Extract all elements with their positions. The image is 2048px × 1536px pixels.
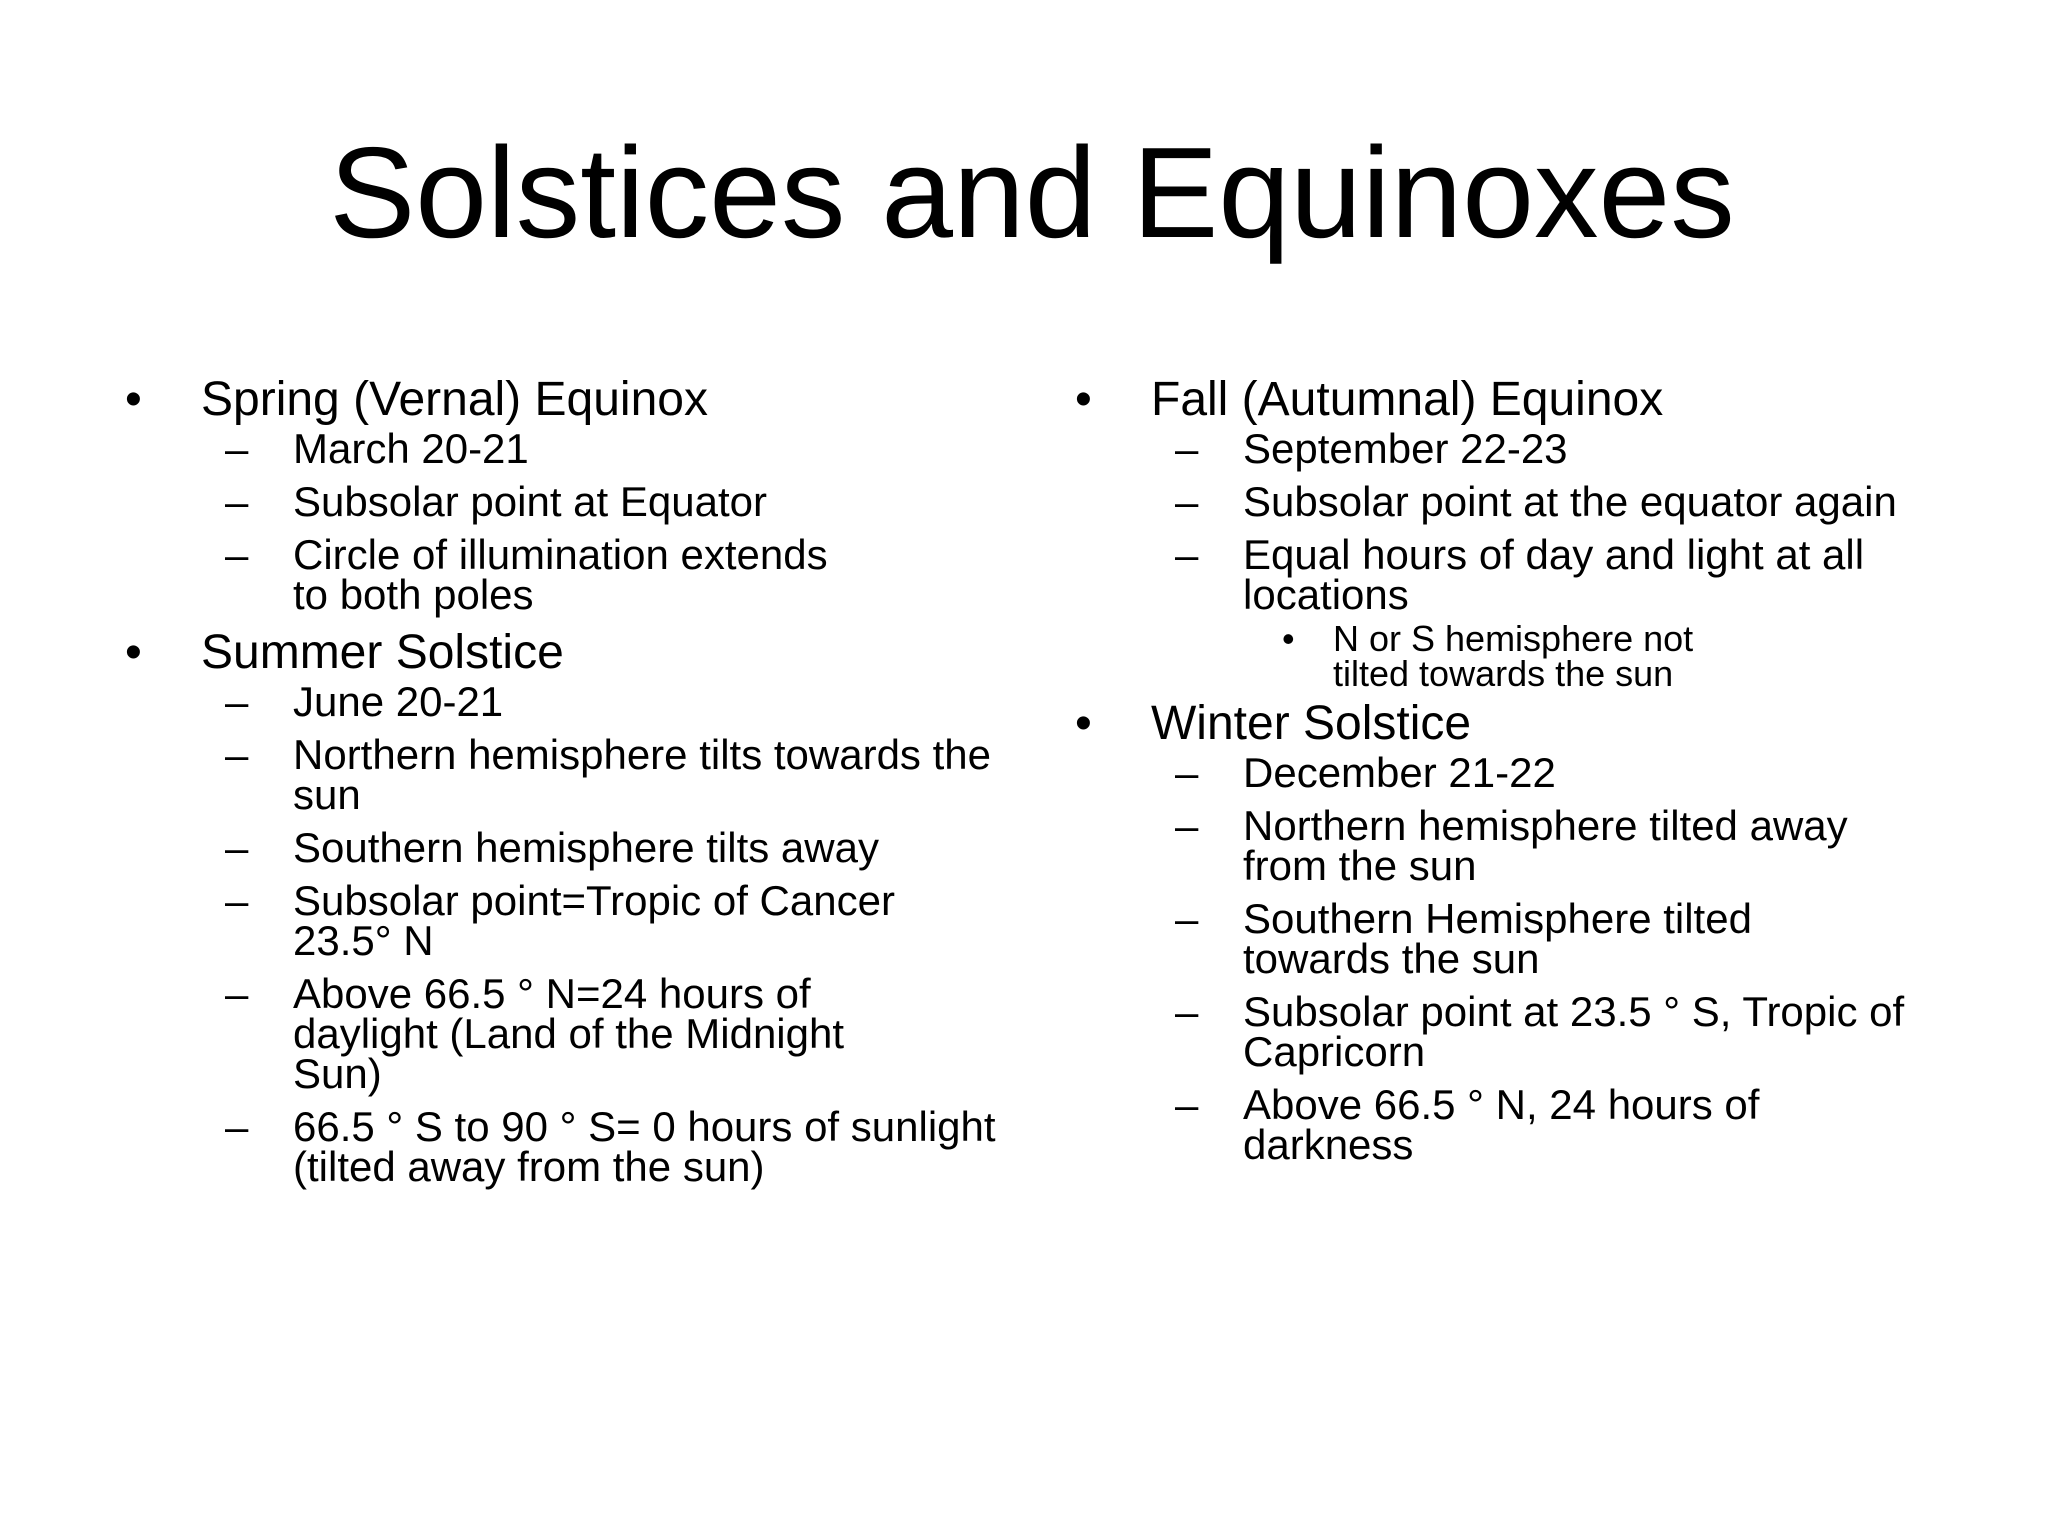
bullet-item: [1060, 375, 1960, 425]
bullet-icon: •: [1075, 373, 1092, 426]
sub-item-text: Equal hours of day and light at all locations: [1243, 531, 1865, 618]
sub-item-text: Subsolar point at 23.5 ° S, Tropic of Capricorn: [1243, 988, 1905, 1075]
sub-item: [110, 824, 1010, 871]
dash-icon: –: [225, 877, 249, 924]
section-heading: Winter Solstice: [1151, 697, 1472, 750]
dash-icon: –: [1175, 988, 1199, 1035]
section-spring-equinox: [110, 373, 1010, 618]
dash-icon: –: [1175, 895, 1199, 942]
dash-icon: –: [1175, 425, 1199, 472]
sub-item: [110, 877, 993, 964]
sub-item-text: Southern Hemisphere tilted towards the sun: [1243, 895, 1752, 982]
sub-item: [110, 425, 1010, 472]
bullet-item: [1060, 699, 1960, 749]
sub-item-text: September 22-23: [1243, 425, 1568, 472]
sub-item: [110, 1103, 1013, 1190]
sub-item-text: Subsolar point at the equator again: [1243, 478, 1897, 525]
sub-item: [110, 970, 933, 1097]
dash-icon: –: [1175, 531, 1199, 578]
sub-item-text: December 21-22: [1243, 749, 1556, 796]
sub-item-text: Above 66.5 ° N, 24 hours of darkness: [1243, 1081, 1760, 1168]
dash-icon: –: [1175, 749, 1199, 796]
dash-icon: –: [225, 425, 249, 472]
sub-item: [1060, 988, 1963, 1075]
sub-item: [110, 531, 873, 618]
dash-icon: –: [225, 1103, 249, 1150]
sub-item-text: June 20-21: [293, 678, 504, 725]
section-heading: Fall (Autumnal) Equinox: [1151, 373, 1664, 426]
sub-item-text: Northern hemisphere tilted away from the sun: [1243, 802, 1848, 889]
dash-icon: –: [1175, 802, 1199, 849]
sub-item: [1060, 1081, 1863, 1168]
dash-icon: –: [1175, 1081, 1199, 1128]
sub-item: [110, 678, 1010, 725]
section-fall-equinox: [1060, 373, 1960, 694]
sub-item: [110, 731, 1013, 818]
sub-item: [1060, 749, 1960, 796]
dash-icon: –: [225, 531, 249, 578]
dash-icon: –: [225, 731, 249, 778]
dash-icon: –: [225, 970, 249, 1017]
sub-item: [1060, 531, 1963, 618]
bullet-icon: •: [1075, 697, 1092, 750]
sub-item: [1060, 802, 1943, 889]
sub-item-text: Northern hemisphere tilts towards the sun: [293, 731, 991, 818]
section-winter-solstice: [1060, 697, 1960, 1168]
sub-item: [1060, 425, 1960, 472]
slide-title: Solstices and Equinoxes: [329, 121, 1735, 265]
sub-item-text: Above 66.5 ° N=24 hours of daylight (Land of the Midnight Sun): [293, 970, 845, 1097]
section-summer-solstice: [110, 626, 1010, 1190]
sub-sub-item: [1060, 618, 1753, 694]
sub-item-text: Subsolar point=Tropic of Cancer 23.5° N: [293, 877, 895, 964]
sub-item: [1060, 895, 1843, 982]
left-column: [110, 375, 1010, 1200]
bullet-item: [110, 375, 1010, 425]
dash-icon: –: [225, 824, 249, 871]
bullet-icon: •: [1282, 618, 1295, 659]
sub-sub-item-text: N or S hemisphere not tilted towards the sun: [1333, 618, 1694, 694]
section-heading: Summer Solstice: [201, 626, 564, 679]
sub-item-text: Subsolar point at Equator: [293, 478, 767, 525]
dash-icon: –: [225, 678, 249, 725]
bullet-item: [110, 628, 1010, 678]
dash-icon: –: [225, 478, 249, 525]
sub-item-text: Southern hemisphere tilts away: [293, 824, 879, 871]
sub-item: [110, 478, 1010, 525]
dash-icon: –: [1175, 478, 1199, 525]
bullet-icon: •: [125, 626, 142, 679]
sub-item: [1060, 478, 1923, 525]
sub-item-text: Circle of illumination extends to both poles: [293, 531, 828, 618]
bullet-icon: •: [125, 373, 142, 426]
section-heading: Spring (Vernal) Equinox: [201, 373, 708, 426]
sub-item-text: 66.5 ° S to 90 ° S= 0 hours of sunlight (tilted away from the sun): [293, 1103, 996, 1190]
sub-item-text: March 20-21: [293, 425, 529, 472]
right-column: [1060, 375, 1960, 1178]
